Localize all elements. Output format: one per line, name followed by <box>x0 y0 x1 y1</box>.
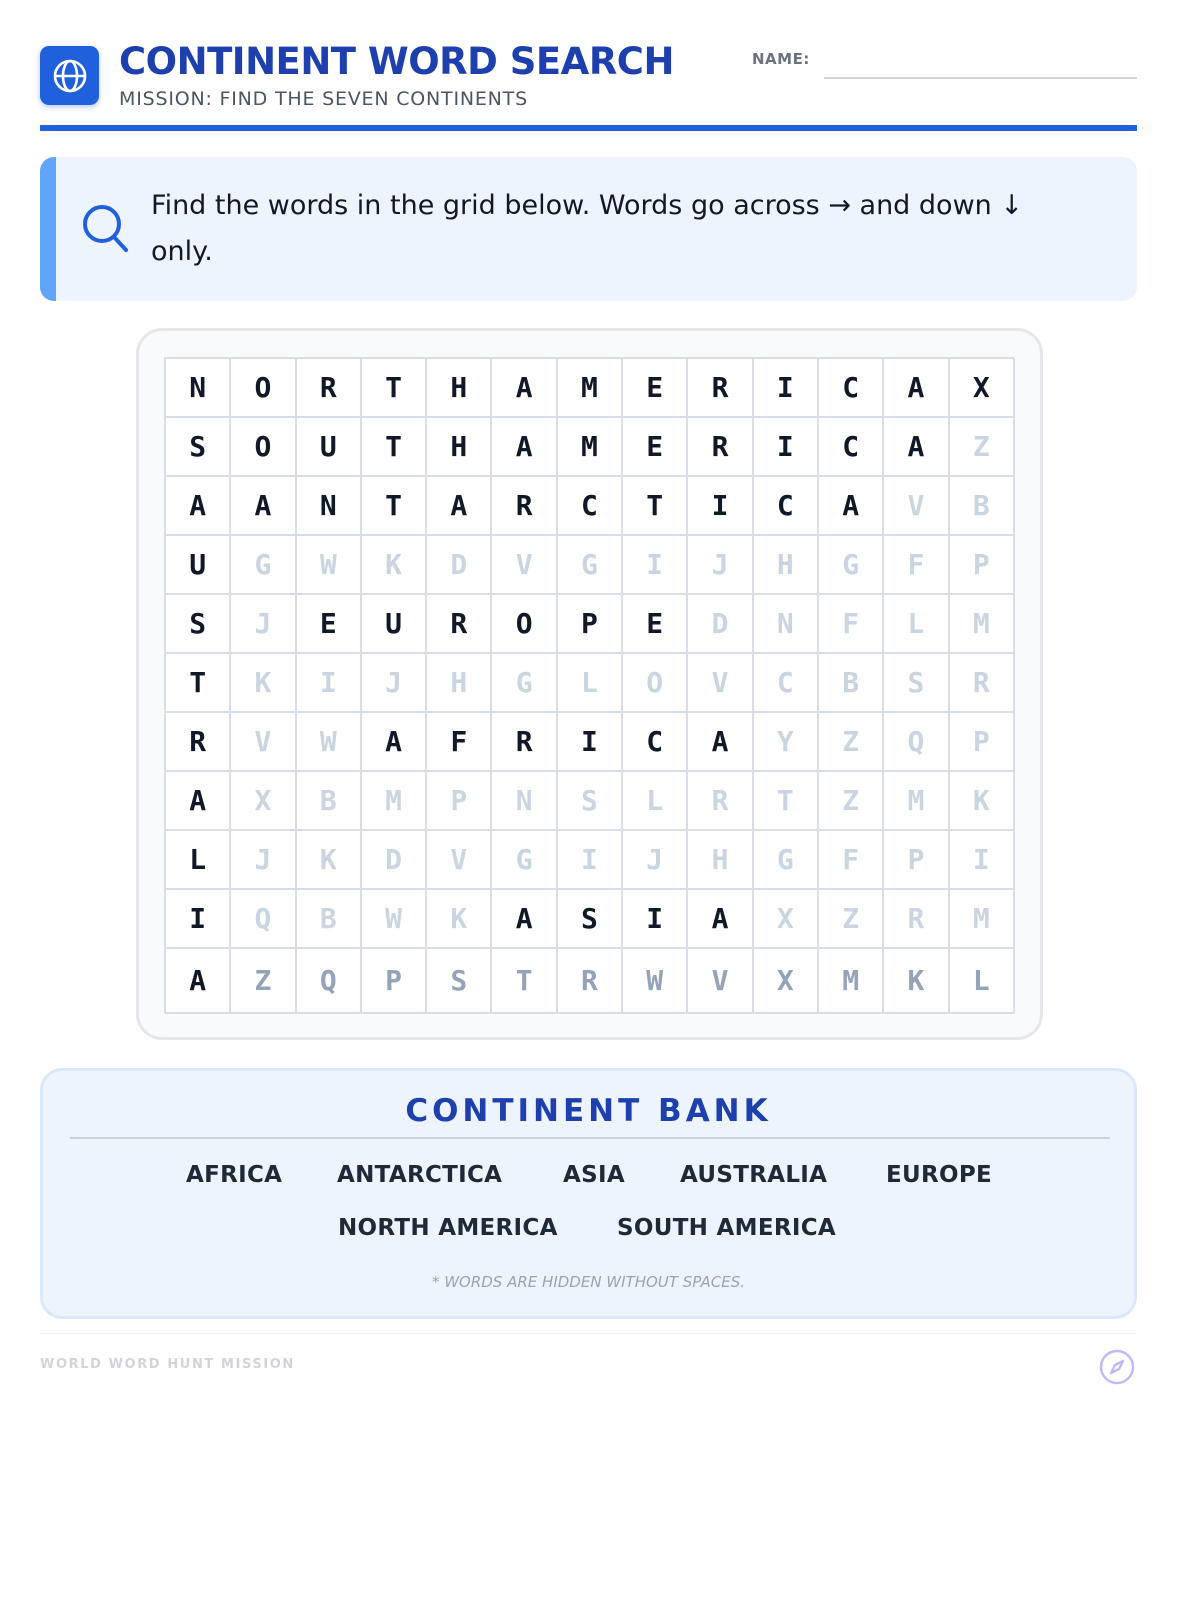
grid-row <box>165 948 1014 1013</box>
grid-cell[interactable]: F <box>883 535 948 594</box>
grid-row <box>165 594 1014 653</box>
grid-cell[interactable]: Q <box>296 948 361 1013</box>
grid-cell[interactable]: H <box>753 535 818 594</box>
grid-cell[interactable]: G <box>753 830 818 889</box>
grid-cell[interactable]: H <box>426 653 491 712</box>
grid-row <box>165 535 1014 594</box>
grid-cell[interactable]: C <box>818 417 883 476</box>
bank-word: AFRICA <box>186 1162 283 1188</box>
grid-cell[interactable]: G <box>491 653 556 712</box>
bank-word: EUROPE <box>886 1162 993 1188</box>
grid-cell[interactable]: X <box>753 889 818 948</box>
grid-cell[interactable]: M <box>557 358 622 417</box>
grid-cell[interactable]: R <box>491 476 556 535</box>
grid-cell[interactable]: R <box>687 417 752 476</box>
word-search-grid <box>164 357 1015 1014</box>
grid-cell[interactable]: R <box>883 889 948 948</box>
grid-cell[interactable]: Z <box>818 712 883 771</box>
grid-cell[interactable]: O <box>491 594 556 653</box>
grid-cell[interactable]: E <box>622 594 687 653</box>
grid-cell[interactable]: S <box>557 889 622 948</box>
grid-cell[interactable]: I <box>687 476 752 535</box>
grid-row <box>165 476 1014 535</box>
grid-cell[interactable]: X <box>230 771 295 830</box>
grid-cell[interactable]: C <box>753 476 818 535</box>
grid-cell[interactable]: P <box>949 712 1014 771</box>
grid-cell[interactable]: E <box>622 417 687 476</box>
grid-cell[interactable]: I <box>296 653 361 712</box>
grid-cell[interactable]: A <box>491 358 556 417</box>
grid-cell[interactable]: C <box>753 653 818 712</box>
page-subtitle: MISSION: FIND THE SEVEN CONTINENTS <box>119 88 528 110</box>
grid-cell[interactable]: T <box>361 417 426 476</box>
grid-cell[interactable]: A <box>426 476 491 535</box>
grid-cell[interactable]: A <box>361 712 426 771</box>
grid-cell[interactable]: P <box>883 830 948 889</box>
grid-row <box>165 889 1014 948</box>
grid-cell[interactable]: R <box>557 948 622 1013</box>
grid-cell[interactable]: I <box>949 830 1014 889</box>
continent-bank <box>40 1068 1137 1319</box>
grid-cell[interactable]: I <box>622 889 687 948</box>
grid-cell[interactable]: R <box>165 712 230 771</box>
grid-cell[interactable]: S <box>165 417 230 476</box>
grid-cell[interactable]: V <box>687 653 752 712</box>
grid-cell[interactable]: T <box>753 771 818 830</box>
grid-cell[interactable]: G <box>491 830 556 889</box>
grid-cell[interactable]: A <box>165 771 230 830</box>
grid-cell[interactable]: C <box>557 476 622 535</box>
grid-cell[interactable]: Z <box>818 889 883 948</box>
grid-cell[interactable]: M <box>361 771 426 830</box>
grid-cell[interactable]: Z <box>949 417 1014 476</box>
grid-cell[interactable]: T <box>361 358 426 417</box>
grid-cell[interactable]: H <box>426 417 491 476</box>
grid-cell[interactable]: M <box>949 889 1014 948</box>
grid-cell[interactable]: Z <box>230 948 295 1013</box>
grid-cell[interactable]: U <box>361 594 426 653</box>
grid-cell[interactable]: A <box>883 358 948 417</box>
grid-cell[interactable]: B <box>296 889 361 948</box>
grid-cell[interactable]: R <box>687 771 752 830</box>
grid-cell[interactable]: W <box>296 535 361 594</box>
grid-cell[interactable]: K <box>230 653 295 712</box>
grid-cell[interactable]: K <box>361 535 426 594</box>
grid-cell[interactable]: M <box>818 948 883 1013</box>
grid-cell[interactable]: F <box>426 712 491 771</box>
bank-word: ASIA <box>563 1162 625 1188</box>
instructions-accent-bar <box>40 157 56 301</box>
instructions-text: Find the words in the grid below. Words go across → and down ↓ only. <box>151 190 1023 267</box>
grid-cell[interactable]: G <box>557 535 622 594</box>
grid-cell[interactable]: J <box>622 830 687 889</box>
grid-cell[interactable]: R <box>296 358 361 417</box>
grid-cell[interactable]: N <box>491 771 556 830</box>
grid-row <box>165 712 1014 771</box>
grid-cell[interactable]: T <box>165 653 230 712</box>
grid-cell[interactable]: I <box>753 358 818 417</box>
grid-cell[interactable]: X <box>949 358 1014 417</box>
grid-row <box>165 653 1014 712</box>
grid-cell[interactable]: A <box>491 889 556 948</box>
grid-cell[interactable]: B <box>949 476 1014 535</box>
grid-cell[interactable]: I <box>557 712 622 771</box>
grid-cell[interactable]: L <box>557 653 622 712</box>
page-title: CONTINENT WORD SEARCH <box>119 40 674 83</box>
grid-cell[interactable]: D <box>687 594 752 653</box>
grid-row <box>165 417 1014 476</box>
grid-cell[interactable]: I <box>165 889 230 948</box>
grid-cell[interactable]: A <box>687 889 752 948</box>
grid-cell[interactable]: N <box>753 594 818 653</box>
grid-cell[interactable]: V <box>230 712 295 771</box>
grid-row <box>165 358 1014 417</box>
bank-word: SOUTH AMERICA <box>617 1215 836 1241</box>
grid-cell[interactable]: S <box>557 771 622 830</box>
grid-cell[interactable]: A <box>165 948 230 1013</box>
grid-cell[interactable]: J <box>361 653 426 712</box>
grid-cell[interactable]: O <box>230 417 295 476</box>
grid-row <box>165 771 1014 830</box>
header-divider <box>40 125 1137 131</box>
grid-cell[interactable]: S <box>426 948 491 1013</box>
grid-cell[interactable]: X <box>753 948 818 1013</box>
grid-cell[interactable]: R <box>949 653 1014 712</box>
grid-cell[interactable]: K <box>883 948 948 1013</box>
grid-cell[interactable]: K <box>426 889 491 948</box>
grid-cell[interactable]: L <box>165 830 230 889</box>
grid-cell[interactable]: H <box>687 830 752 889</box>
bank-title: CONTINENT BANK <box>405 1093 772 1129</box>
grid-cell[interactable]: P <box>426 771 491 830</box>
bank-word: ANTARCTICA <box>337 1162 503 1188</box>
grid-cell[interactable]: G <box>818 535 883 594</box>
grid-cell[interactable]: H <box>426 358 491 417</box>
grid-cell[interactable]: I <box>622 535 687 594</box>
footer-divider <box>40 1333 1137 1334</box>
search-icon <box>82 203 130 255</box>
grid-cell[interactable]: A <box>818 476 883 535</box>
grid-cell[interactable]: O <box>230 358 295 417</box>
grid-cell[interactable]: C <box>818 358 883 417</box>
grid-cell[interactable]: M <box>883 771 948 830</box>
instructions-panel <box>40 157 1137 301</box>
grid-cell[interactable]: P <box>557 594 622 653</box>
grid-cell[interactable]: B <box>818 653 883 712</box>
grid-cell[interactable]: P <box>361 948 426 1013</box>
grid-cell[interactable]: F <box>818 594 883 653</box>
footer-text: WORLD WORD HUNT MISSION <box>40 1357 295 1372</box>
bank-divider <box>70 1137 1110 1139</box>
grid-cell[interactable]: S <box>165 594 230 653</box>
bank-note: * WORDS ARE HIDDEN WITHOUT SPACES. <box>431 1273 746 1291</box>
grid-cell[interactable]: N <box>165 358 230 417</box>
grid-cell[interactable]: Z <box>818 771 883 830</box>
grid-cell[interactable]: L <box>883 594 948 653</box>
grid-cell[interactable]: J <box>687 535 752 594</box>
grid-cell[interactable]: U <box>296 417 361 476</box>
name-label: NAME: <box>752 50 810 68</box>
grid-cell[interactable]: Q <box>883 712 948 771</box>
grid-cell[interactable]: A <box>230 476 295 535</box>
grid-cell[interactable]: V <box>426 830 491 889</box>
grid-cell[interactable]: E <box>296 594 361 653</box>
name-field[interactable] <box>824 50 1137 79</box>
grid-cell[interactable]: M <box>557 417 622 476</box>
grid-cell[interactable]: D <box>426 535 491 594</box>
grid-cell[interactable]: S <box>883 653 948 712</box>
grid-cell[interactable]: B <box>296 771 361 830</box>
grid-cell[interactable]: T <box>361 476 426 535</box>
grid-cell[interactable]: W <box>361 889 426 948</box>
grid-cell[interactable]: U <box>165 535 230 594</box>
grid-cell[interactable]: Y <box>753 712 818 771</box>
compass-icon <box>1099 1349 1135 1385</box>
grid-cell[interactable]: L <box>949 948 1014 1013</box>
grid-cell[interactable]: O <box>622 653 687 712</box>
grid-cell[interactable]: Q <box>230 889 295 948</box>
page-header <box>40 40 1137 132</box>
grid-cell[interactable]: W <box>622 948 687 1013</box>
globe-icon <box>40 46 99 105</box>
grid-cell[interactable]: R <box>426 594 491 653</box>
grid-cell[interactable]: J <box>230 594 295 653</box>
grid-cell[interactable]: E <box>622 358 687 417</box>
grid-cell[interactable]: M <box>949 594 1014 653</box>
grid-row <box>165 830 1014 889</box>
grid-cell[interactable]: K <box>296 830 361 889</box>
grid-cell[interactable]: I <box>753 417 818 476</box>
grid-cell[interactable]: R <box>687 358 752 417</box>
bank-word: AUSTRALIA <box>680 1162 828 1188</box>
grid-cell[interactable]: K <box>949 771 1014 830</box>
grid-cell[interactable]: A <box>687 712 752 771</box>
grid-cell[interactable]: A <box>165 476 230 535</box>
grid-cell[interactable]: W <box>296 712 361 771</box>
grid-cell[interactable]: I <box>557 830 622 889</box>
grid-cell[interactable]: R <box>491 712 556 771</box>
grid-cell[interactable]: P <box>949 535 1014 594</box>
grid-cell[interactable]: T <box>622 476 687 535</box>
grid-cell[interactable]: G <box>230 535 295 594</box>
grid-cell[interactable]: N <box>296 476 361 535</box>
grid-cell[interactable]: V <box>687 948 752 1013</box>
grid-cell[interactable]: F <box>818 830 883 889</box>
grid-cell[interactable]: V <box>883 476 948 535</box>
grid-cell[interactable]: A <box>883 417 948 476</box>
bank-word: NORTH AMERICA <box>338 1215 558 1241</box>
grid-cell[interactable]: L <box>622 771 687 830</box>
grid-cell[interactable]: T <box>491 948 556 1013</box>
grid-cell[interactable]: C <box>622 712 687 771</box>
grid-cell[interactable]: D <box>361 830 426 889</box>
grid-cell[interactable]: A <box>491 417 556 476</box>
grid-cell[interactable]: J <box>230 830 295 889</box>
grid-cell[interactable]: V <box>491 535 556 594</box>
